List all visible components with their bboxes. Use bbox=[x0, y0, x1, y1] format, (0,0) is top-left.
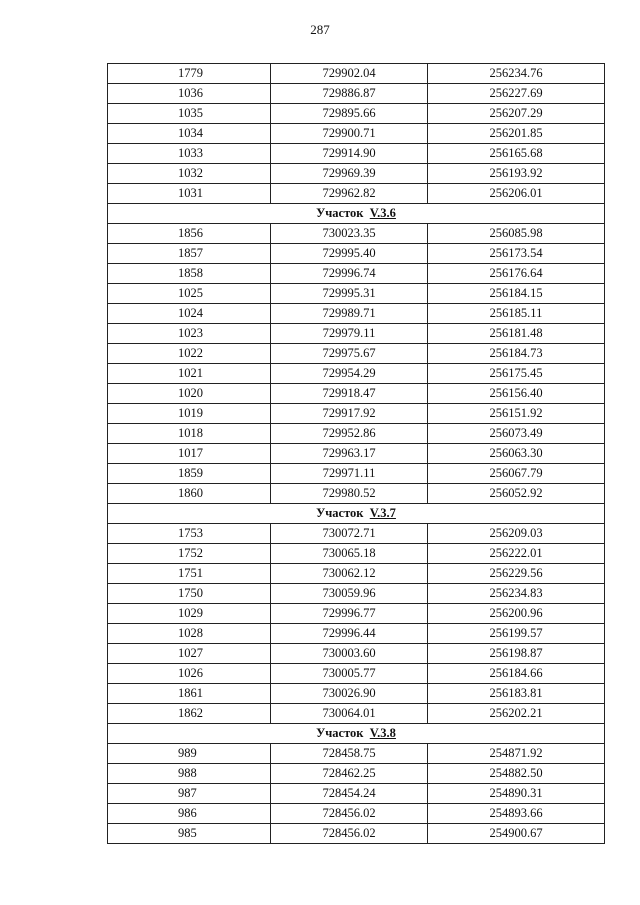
y-coordinate-cell: 256207.29 bbox=[428, 104, 605, 124]
point-cell: 1031 bbox=[108, 184, 271, 204]
x-coordinate-cell: 730064.01 bbox=[271, 704, 428, 724]
point-cell: 1025 bbox=[108, 284, 271, 304]
y-coordinate-cell: 256165.68 bbox=[428, 144, 605, 164]
x-coordinate-cell: 729902.04 bbox=[271, 64, 428, 84]
x-coordinate-cell: 729914.90 bbox=[271, 144, 428, 164]
y-coordinate-cell: 256209.03 bbox=[428, 524, 605, 544]
y-coordinate-cell: 256073.49 bbox=[428, 424, 605, 444]
y-coordinate-cell: 254893.66 bbox=[428, 804, 605, 824]
point-cell: 1026 bbox=[108, 664, 271, 684]
point-cell: 1861 bbox=[108, 684, 271, 704]
y-coordinate-cell: 256193.92 bbox=[428, 164, 605, 184]
y-coordinate-cell: 254890.31 bbox=[428, 784, 605, 804]
table-row bbox=[108, 464, 605, 484]
section-label: Участок bbox=[316, 506, 364, 520]
y-coordinate-cell: 256227.69 bbox=[428, 84, 605, 104]
x-coordinate-cell: 730072.71 bbox=[271, 524, 428, 544]
x-coordinate-cell: 729969.39 bbox=[271, 164, 428, 184]
x-coordinate-cell: 729979.11 bbox=[271, 324, 428, 344]
x-coordinate-cell: 730065.18 bbox=[271, 544, 428, 564]
x-coordinate-cell: 730059.96 bbox=[271, 584, 428, 604]
x-coordinate-cell: 728462.25 bbox=[271, 764, 428, 784]
y-coordinate-cell: 254900.67 bbox=[428, 824, 605, 844]
page-number: 287 bbox=[310, 22, 330, 37]
table-row bbox=[108, 444, 605, 464]
table-row bbox=[108, 424, 605, 444]
table-row bbox=[108, 144, 605, 164]
point-cell: 1022 bbox=[108, 344, 271, 364]
table-row bbox=[108, 624, 605, 644]
x-coordinate-cell: 729971.11 bbox=[271, 464, 428, 484]
point-cell: 988 bbox=[108, 764, 271, 784]
table-row bbox=[108, 324, 605, 344]
x-coordinate-cell: 728454.24 bbox=[271, 784, 428, 804]
x-coordinate-cell: 729952.86 bbox=[271, 424, 428, 444]
table-row bbox=[108, 84, 605, 104]
table-row bbox=[108, 164, 605, 184]
point-cell: 1862 bbox=[108, 704, 271, 724]
x-coordinate-cell: 730005.77 bbox=[271, 664, 428, 684]
y-coordinate-cell: 256052.92 bbox=[428, 484, 605, 504]
table-row bbox=[108, 264, 605, 284]
section-header bbox=[108, 724, 605, 744]
point-cell: 1024 bbox=[108, 304, 271, 324]
point-cell: 1753 bbox=[108, 524, 271, 544]
table-row bbox=[108, 684, 605, 704]
x-coordinate-cell: 730026.90 bbox=[271, 684, 428, 704]
x-coordinate-cell: 729980.52 bbox=[271, 484, 428, 504]
x-coordinate-cell: 729995.40 bbox=[271, 244, 428, 264]
point-cell: 989 bbox=[108, 744, 271, 764]
section-code: V.3.6 bbox=[369, 206, 396, 220]
y-coordinate-cell: 256156.40 bbox=[428, 384, 605, 404]
x-coordinate-cell: 729995.31 bbox=[271, 284, 428, 304]
x-coordinate-cell: 729962.82 bbox=[271, 184, 428, 204]
y-coordinate-cell: 256199.57 bbox=[428, 624, 605, 644]
section-code: V.3.7 bbox=[369, 506, 396, 520]
table-row bbox=[108, 364, 605, 384]
y-coordinate-cell: 256067.79 bbox=[428, 464, 605, 484]
point-cell: 1020 bbox=[108, 384, 271, 404]
coordinates-table-body bbox=[108, 64, 605, 844]
table-row bbox=[108, 604, 605, 624]
table-row bbox=[108, 744, 605, 764]
point-cell: 1033 bbox=[108, 144, 271, 164]
y-coordinate-cell: 256234.76 bbox=[428, 64, 605, 84]
table-row bbox=[108, 284, 605, 304]
table-row bbox=[108, 344, 605, 364]
y-coordinate-cell: 256206.01 bbox=[428, 184, 605, 204]
table-row bbox=[108, 64, 605, 84]
section-header bbox=[108, 504, 605, 524]
point-cell: 987 bbox=[108, 784, 271, 804]
point-cell: 1027 bbox=[108, 644, 271, 664]
y-coordinate-cell: 256201.85 bbox=[428, 124, 605, 144]
section-header-row bbox=[108, 504, 605, 524]
point-cell: 1019 bbox=[108, 404, 271, 424]
x-coordinate-cell: 729954.29 bbox=[271, 364, 428, 384]
table-row bbox=[108, 764, 605, 784]
x-coordinate-cell: 728456.02 bbox=[271, 824, 428, 844]
table-row bbox=[108, 124, 605, 144]
point-cell: 1018 bbox=[108, 424, 271, 444]
table-row bbox=[108, 384, 605, 404]
point-cell: 1856 bbox=[108, 224, 271, 244]
x-coordinate-cell: 730062.12 bbox=[271, 564, 428, 584]
x-coordinate-cell: 728458.75 bbox=[271, 744, 428, 764]
table-row bbox=[108, 244, 605, 264]
y-coordinate-cell: 256200.96 bbox=[428, 604, 605, 624]
table-row bbox=[108, 564, 605, 584]
table-row bbox=[108, 824, 605, 844]
table-row bbox=[108, 784, 605, 804]
point-cell: 1032 bbox=[108, 164, 271, 184]
x-coordinate-cell: 730003.60 bbox=[271, 644, 428, 664]
table-row bbox=[108, 184, 605, 204]
coordinates-table bbox=[107, 63, 605, 844]
point-cell: 1029 bbox=[108, 604, 271, 624]
x-coordinate-cell: 729895.66 bbox=[271, 104, 428, 124]
point-cell: 1859 bbox=[108, 464, 271, 484]
section-header bbox=[108, 204, 605, 224]
y-coordinate-cell: 256229.56 bbox=[428, 564, 605, 584]
table-row bbox=[108, 524, 605, 544]
table-row bbox=[108, 304, 605, 324]
section-label: Участок bbox=[316, 206, 364, 220]
table-row bbox=[108, 804, 605, 824]
y-coordinate-cell: 256185.11 bbox=[428, 304, 605, 324]
x-coordinate-cell: 729996.74 bbox=[271, 264, 428, 284]
point-cell: 1858 bbox=[108, 264, 271, 284]
y-coordinate-cell: 256176.64 bbox=[428, 264, 605, 284]
y-coordinate-cell: 256184.73 bbox=[428, 344, 605, 364]
table-row bbox=[108, 104, 605, 124]
table-row bbox=[108, 584, 605, 604]
x-coordinate-cell: 730023.35 bbox=[271, 224, 428, 244]
x-coordinate-cell: 729996.44 bbox=[271, 624, 428, 644]
x-coordinate-cell: 728456.02 bbox=[271, 804, 428, 824]
table-row bbox=[108, 224, 605, 244]
point-cell: 1857 bbox=[108, 244, 271, 264]
section-label: Участок bbox=[316, 726, 364, 740]
x-coordinate-cell: 729989.71 bbox=[271, 304, 428, 324]
point-cell: 1028 bbox=[108, 624, 271, 644]
point-cell: 1035 bbox=[108, 104, 271, 124]
point-cell: 1023 bbox=[108, 324, 271, 344]
table-row bbox=[108, 664, 605, 684]
y-coordinate-cell: 254882.50 bbox=[428, 764, 605, 784]
y-coordinate-cell: 256085.98 bbox=[428, 224, 605, 244]
point-cell: 1779 bbox=[108, 64, 271, 84]
table-row bbox=[108, 484, 605, 504]
x-coordinate-cell: 729918.47 bbox=[271, 384, 428, 404]
x-coordinate-cell: 729975.67 bbox=[271, 344, 428, 364]
y-coordinate-cell: 256184.66 bbox=[428, 664, 605, 684]
point-cell: 1860 bbox=[108, 484, 271, 504]
y-coordinate-cell: 256063.30 bbox=[428, 444, 605, 464]
y-coordinate-cell: 256234.83 bbox=[428, 584, 605, 604]
y-coordinate-cell: 256173.54 bbox=[428, 244, 605, 264]
point-cell: 1750 bbox=[108, 584, 271, 604]
point-cell: 985 bbox=[108, 824, 271, 844]
y-coordinate-cell: 256184.15 bbox=[428, 284, 605, 304]
point-cell: 986 bbox=[108, 804, 271, 824]
y-coordinate-cell: 256198.87 bbox=[428, 644, 605, 664]
point-cell: 1017 bbox=[108, 444, 271, 464]
point-cell: 1752 bbox=[108, 544, 271, 564]
x-coordinate-cell: 729917.92 bbox=[271, 404, 428, 424]
y-coordinate-cell: 254871.92 bbox=[428, 744, 605, 764]
section-header-row bbox=[108, 204, 605, 224]
point-cell: 1036 bbox=[108, 84, 271, 104]
point-cell: 1751 bbox=[108, 564, 271, 584]
section-header-row bbox=[108, 724, 605, 744]
x-coordinate-cell: 729963.17 bbox=[271, 444, 428, 464]
table-row bbox=[108, 404, 605, 424]
y-coordinate-cell: 256183.81 bbox=[428, 684, 605, 704]
section-code: V.3.8 bbox=[369, 726, 396, 740]
table-row bbox=[108, 644, 605, 664]
x-coordinate-cell: 729996.77 bbox=[271, 604, 428, 624]
y-coordinate-cell: 256202.21 bbox=[428, 704, 605, 724]
table-row bbox=[108, 704, 605, 724]
x-coordinate-cell: 729900.71 bbox=[271, 124, 428, 144]
point-cell: 1034 bbox=[108, 124, 271, 144]
point-cell: 1021 bbox=[108, 364, 271, 384]
y-coordinate-cell: 256151.92 bbox=[428, 404, 605, 424]
x-coordinate-cell: 729886.87 bbox=[271, 84, 428, 104]
table-row bbox=[108, 544, 605, 564]
y-coordinate-cell: 256175.45 bbox=[428, 364, 605, 384]
y-coordinate-cell: 256222.01 bbox=[428, 544, 605, 564]
y-coordinate-cell: 256181.48 bbox=[428, 324, 605, 344]
